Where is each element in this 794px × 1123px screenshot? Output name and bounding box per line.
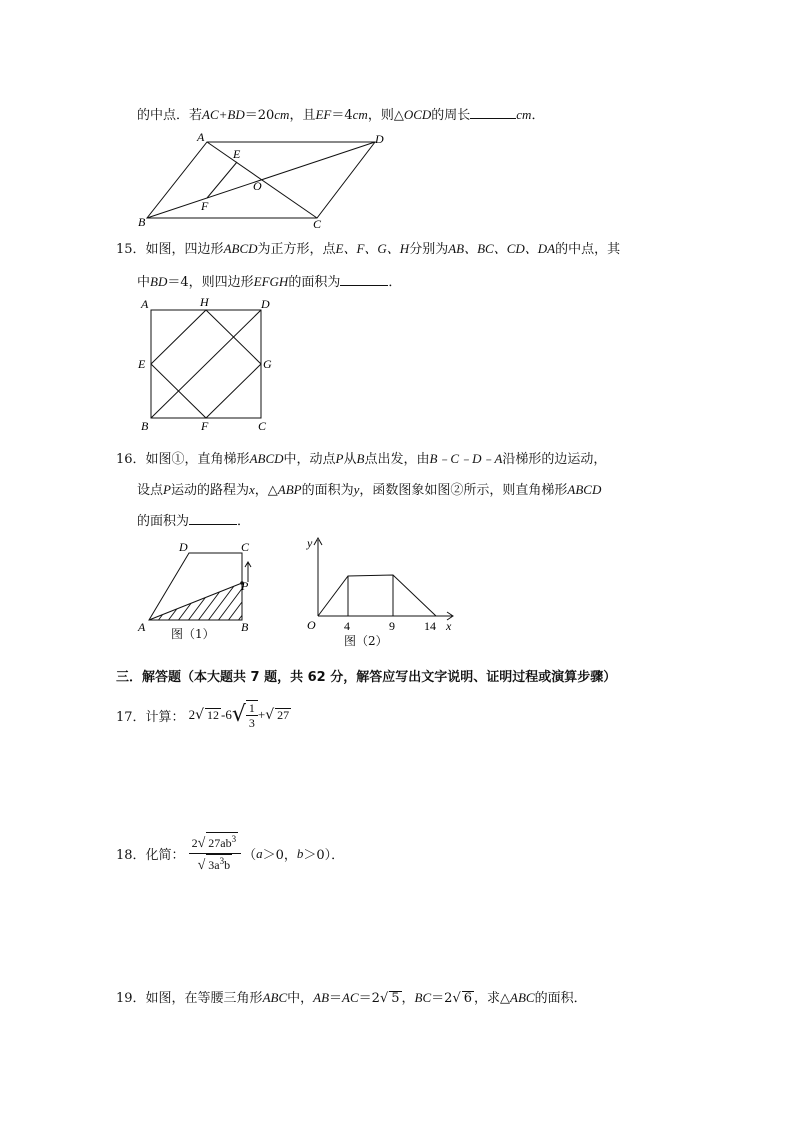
q16-abp: ABP [277,482,302,497]
q18-num-radicand [206,832,238,850]
q15-end: ． [388,275,402,290]
q17-fraction [246,700,258,730]
tick-label-4: 4 [344,619,350,633]
q15-bd: BD [150,274,168,289]
q14-eq1: ＝20 [244,108,275,123]
label-b: B [141,419,149,433]
label-y: y [307,536,313,550]
q17-frac-num: 1 [246,701,258,716]
q14-ocd: OCD [403,107,432,122]
q17-coef: 2 [188,707,196,722]
q18-line [116,832,344,875]
q16-line-1 [116,448,606,467]
label-f: F [201,419,209,433]
q14-parallelogram-figure [135,130,395,230]
q16-b: B [356,451,365,466]
q14-mid: ，且 [289,108,316,123]
q18-den-b: b [224,858,231,872]
q19-ab: AB [313,990,330,1005]
q14-unit-2: cm [352,107,368,122]
q15-text: 的中点，其 [555,242,621,257]
q16-text: 运动的路程为 [170,483,249,498]
q17-line [116,700,291,730]
q16-p: P [335,451,344,466]
radical-sign: √ [452,991,461,1006]
q19-text: 中， [287,991,314,1006]
q16-line-3 [137,510,250,529]
tick-label-9: 9 [389,619,395,633]
q18-gt1: ＞0， [262,848,297,863]
q18-den-exp: 3 [219,856,225,866]
q14-ef: EF [315,107,332,122]
q15-line-1 [116,238,620,257]
q16-fig2-caption: 图（2） [344,634,388,648]
q15-square-figure [135,294,280,434]
q15-text: 中 [137,275,151,290]
q15-points: E、F、G、H [335,241,410,256]
q16-text: 点出发，由 [364,452,430,467]
label-origin: O [307,618,316,632]
q14-eq2: ＝4 [331,108,353,123]
q16-text: 设点 [137,483,164,498]
q18-num-coef: 2 [191,836,198,850]
q18-fraction [189,832,242,875]
q18-cond-open: （ [243,848,257,863]
q15-sides: AB、BC、CD、DA [448,241,556,256]
label-d: D [179,540,188,554]
label-g: G [263,357,272,371]
q15-abcd: ABCD [223,241,258,256]
radical-sign: √ [197,858,206,873]
q16-text: 从 [343,452,357,467]
q18-gt2: ＞0）． [303,848,345,863]
tick-label-14: 14 [424,619,436,633]
section-3-heading: 三．解答题（本大题共 7 题，共 62 分，解答应写出文字说明、证明过程或演算步骤） [116,670,617,685]
q15-line-2 [137,271,401,290]
label-p: P [241,579,249,593]
q16-answer-blank[interactable] [189,512,237,525]
q16-end: ． [237,514,251,529]
q15-answer-blank[interactable] [340,273,388,286]
q16-path: B﹣C﹣D﹣A [429,451,503,466]
label-a: A [138,620,146,634]
q17-number: 17． [116,709,146,725]
q16-text: ，△ [254,483,278,498]
radical-sign: √ [197,836,206,851]
q17-minus-6: -6 [220,707,232,722]
q18-label: 化简： [145,848,185,863]
label-a: A [197,130,205,144]
q15-number: 15． [116,242,146,257]
label-e: E [138,357,146,371]
q19-text: 的面积． [534,991,587,1006]
graph-polyline [318,575,436,616]
q16-text: ，函数图象如图②所示，则直角梯形 [359,483,568,498]
q18-number: 18． [116,848,146,863]
q17-frac-den: 3 [248,716,255,730]
label-c: C [313,217,322,230]
q19-radicand-6: 6 [463,991,473,1006]
q19-text: ，求△ [474,991,511,1006]
label-c: C [258,419,267,433]
q19-bc: BC [414,990,432,1005]
q18-den-rad-text: 3a [208,858,220,872]
q18-denominator [195,854,236,875]
radical-sign: √ [265,707,275,723]
q14-unit-1: cm [274,107,290,122]
q16-fig1-caption: 图（1） [171,627,215,641]
q19-line [116,987,587,1006]
q16-p: P [163,482,171,497]
q16-number: 16． [116,452,146,467]
segment-ap [149,583,242,620]
q19-abc: ABC [262,990,288,1005]
q18-num-exp: 3 [231,834,237,844]
q17-plus: + [257,707,266,722]
q19-ac: AC [342,990,359,1005]
label-h: H [200,295,209,309]
label-f: F [201,199,209,213]
radical-sign: √ [195,707,204,723]
q17-radicand-12: 12 [206,708,219,722]
q14-tail: ，则△ [367,108,404,123]
label-b: B [241,620,249,634]
q15-text: 为正方形，点 [257,242,336,257]
label-x: x [446,619,452,633]
q18-a: a [256,845,263,861]
q18-numerator [189,832,242,854]
q16-text: 中，动点 [283,452,336,467]
label-d: D [261,297,270,311]
q15-text: 的面积为 [288,275,341,290]
q16-function-graph [300,534,465,634]
label-c: C [241,540,250,554]
q16-x: x [248,482,255,497]
q14-prefix: 的中点．若 [137,108,203,123]
q14-tail2: 的周长 [431,108,471,123]
label-e: E [233,147,241,161]
q15-text: 如图，四边形 [145,242,224,257]
q16-text: 如图①，直角梯形 [145,452,250,467]
q18-den-radicand [206,854,232,872]
q18-num-rad-text: 27ab [208,836,232,850]
q19-text: 如图，在等腰三角形 [145,991,263,1006]
q16-y: y [353,482,360,497]
label-d: D [375,132,384,146]
q19-number: 19． [116,991,146,1006]
q17-radicand-27: 27 [277,708,290,722]
label-b: B [138,215,146,229]
q14-text-line [137,104,544,123]
q14-sum-expr: AC+BD [202,107,245,122]
q14-unit-3: cm [516,107,532,122]
q19-radicand-5: 5 [391,991,400,1006]
q16-text: 沿梯形的边运动， [502,452,607,467]
diagonal-bd [151,310,261,418]
q15-text: ＝4，则四边形 [167,275,254,290]
q18-b: b [296,845,304,861]
q15-efgh: EFGH [253,274,289,289]
q16-abcd: ABCD [249,451,284,466]
q16-text: 的面积为 [137,514,190,529]
q19-abc-2: ABC [510,990,535,1005]
q15-text: 分别为 [409,242,449,257]
q14-end: ． [531,108,545,123]
q19-comma: ， [401,991,415,1006]
label-o: O [253,179,262,193]
q16-line-2 [137,479,601,498]
q19-eq2: ＝2 [358,991,380,1006]
label-a: A [141,297,149,311]
radical-sign: √ [231,702,246,727]
q16-abcd: ABCD [567,482,602,497]
q19-eq3: ＝2 [431,991,453,1006]
radical-sign: √ [379,991,389,1006]
q14-answer-blank[interactable] [470,106,516,119]
q19-eq: ＝ [329,991,343,1006]
q16-text: 的面积为 [301,483,354,498]
q17-label: 计算： [145,709,185,725]
